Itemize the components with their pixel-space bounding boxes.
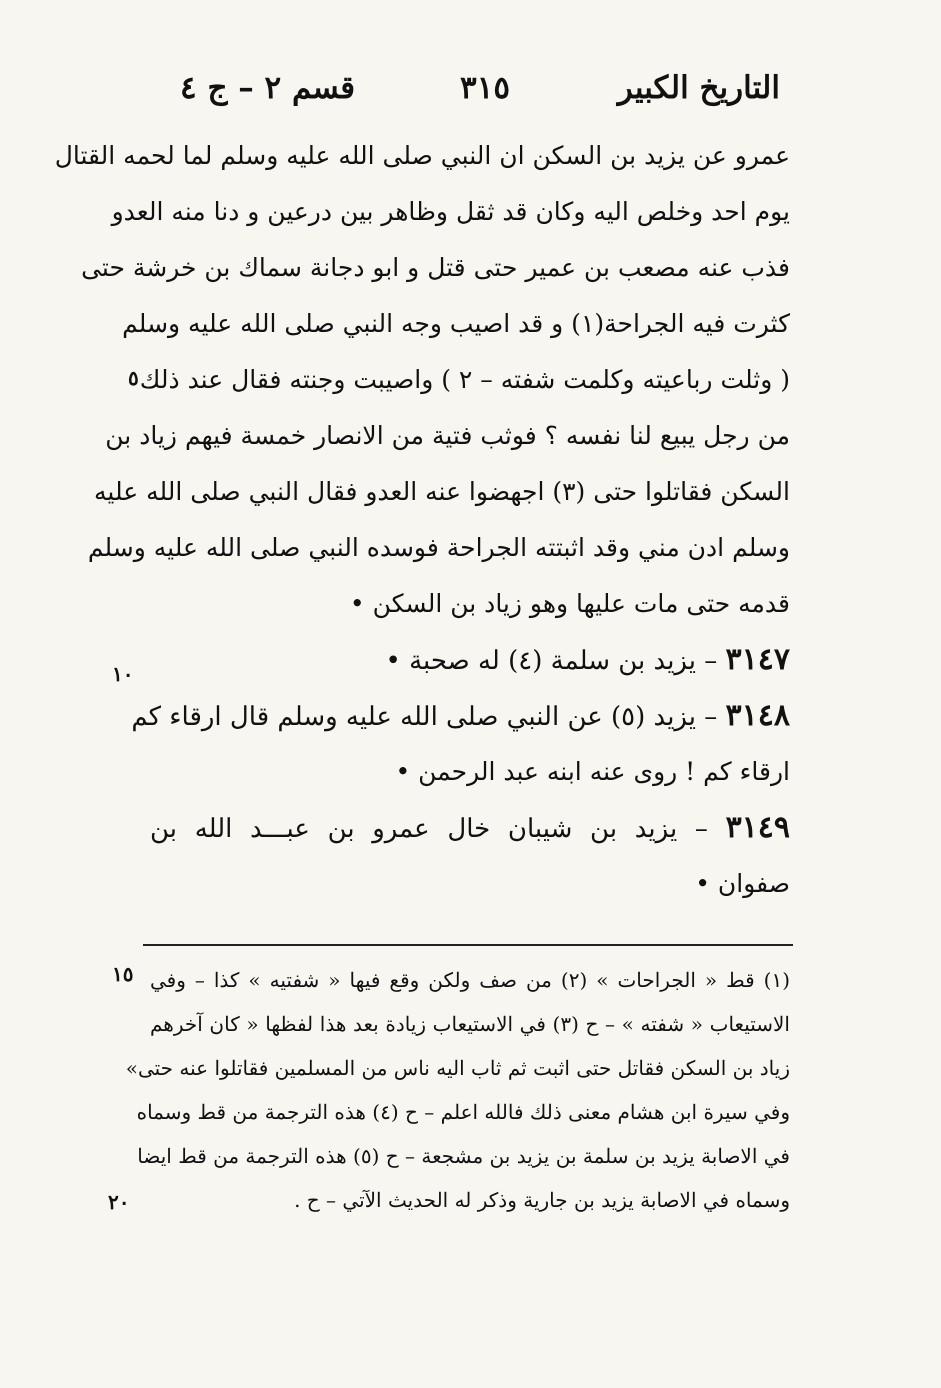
text-line: السكن فقاتلوا حتى (٣) اجهضوا عنه العدو فقال النبي صلى الله عليه bbox=[94, 477, 790, 506]
line-number-15: ١٥ bbox=[112, 962, 134, 986]
text-line: يوم احد وخلص اليه وكان قد ثقل وظاهر بين درعين و دنا منه العدو bbox=[111, 197, 790, 226]
footnotes bbox=[125, 958, 790, 1222]
text-line: فذب عنه مصعب بن عمير حتى قتل و ابو دجانة سماك بن خرشة حتى bbox=[81, 253, 790, 282]
entry-text: – يزيد بن شيبان خال عمرو بن عبـــد الله بن bbox=[150, 814, 708, 844]
text-line: من رجل يبيع لنا نفسه ؟ فوثب فتية من الانصار خمسة فيهم زياد بن bbox=[105, 421, 790, 450]
footnote-line: في الاصابة يزيد بن سلمة بن يزيد بن مشجعة – ح (٥) هذه الترجمة من قط ايضا bbox=[137, 1144, 790, 1168]
entry-number: ٣١٤٩ bbox=[725, 810, 791, 845]
footnote-line: زياد بن السكن فقاتل حتى اثبت ثم ثاب اليه ناس من المسلمين فقاتلوا عنه حتى» bbox=[125, 1056, 790, 1080]
volume-label: قسم ٢ – ج ٤ bbox=[180, 70, 356, 106]
entry-3149 bbox=[150, 800, 790, 856]
text-line: قدمه حتى مات عليها وهو زياد بن السكن • bbox=[349, 589, 790, 618]
running-header bbox=[180, 70, 780, 126]
footnote-line: وسماه في الاصابة يزيد بن جارية وذكر له الحديث الآتي – ح . bbox=[294, 1188, 790, 1212]
text-line: ( وثلت رباعيته وكلمت شفته – ٢ ) واصيبت وجنته فقال عند ذلك bbox=[139, 365, 790, 394]
entry-number: ٣١٤٧ bbox=[725, 642, 790, 677]
line-number-5: ٥ bbox=[128, 366, 139, 390]
entry-3147 bbox=[150, 632, 790, 688]
entry-continuation: صفوان • bbox=[695, 869, 790, 898]
book-title: التاريخ الكبير bbox=[617, 70, 780, 106]
page-number: ٣١٥ bbox=[460, 70, 510, 106]
line-number-10: ١٠ bbox=[112, 662, 134, 686]
entry-text: – يزيد (٥) عن النبي صلى الله عليه وسلم قال ارقاء كم bbox=[131, 702, 718, 732]
text-line: عمرو عن يزيد بن السكن ان النبي صلى الله عليه وسلم لما لحمه القتال bbox=[54, 141, 790, 170]
footnote-line: وفي سيرة ابن هشام معنى ذلك فالله اعلم – ح (٤) هذه الترجمة من قط وسماه bbox=[136, 1100, 790, 1124]
footnote-divider bbox=[143, 944, 793, 946]
footnote-line: (١) قط « الجراحات » (٢) من صف ولكن وقع فيها « شفتيه » كذا – وفي bbox=[150, 968, 790, 992]
footnote-line: الاستيعاب « شفته » – ح (٣) في الاستيعاب زيادة بعد هذا لفظها « كان آخرهم bbox=[150, 1012, 790, 1036]
line-number-20: ٢٠ bbox=[108, 1190, 130, 1214]
entry-3148 bbox=[131, 688, 790, 744]
text-line: وسلم ادن مني وقد اثبتته الجراحة فوسده النبي صلى الله عليه وسلم bbox=[87, 533, 790, 562]
text-line: كثرت فيه الجراحة(١) و قد اصيب وجه النبي صلى الله عليه وسلم bbox=[122, 309, 790, 338]
entry-number: ٣١٤٨ bbox=[725, 698, 790, 733]
entry-text: – يزيد بن سلمة (٤) له صحبة • bbox=[385, 646, 718, 676]
entry-continuation: ارقاء كم ! روى عنه ابنه عبد الرحمن • bbox=[395, 757, 790, 786]
